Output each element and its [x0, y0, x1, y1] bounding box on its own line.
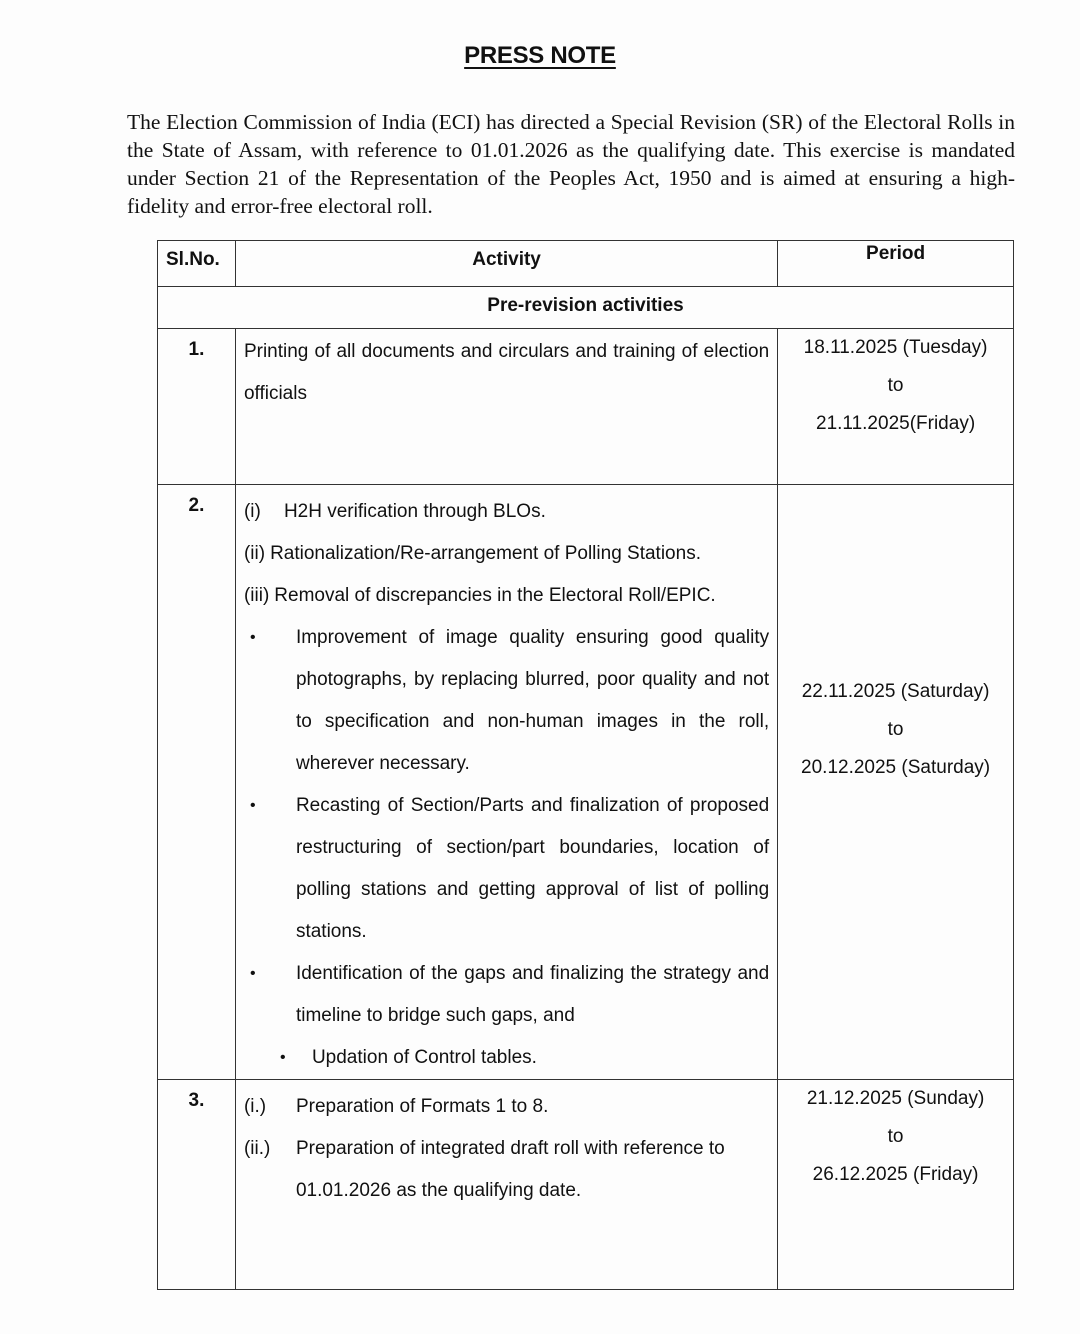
- intro-paragraph: The Election Commission of India (ECI) has directed a Special Revision (SR) of the Electoral Rolls in the State of Assam, with reference to 01.01.2026 as the qualifying date. This exercise is mandated under Section 21 of the Representation of the Peoples Act, 1950 and is aimed at ensuring a high-fidelity and error-free electoral roll.: [127, 110, 1015, 218]
- section-title: Pre-revision activities: [158, 287, 1014, 329]
- item-text: Rationalization/Re-arrangement of Polling Stations.: [270, 543, 701, 564]
- header-activity: Activity: [235, 241, 777, 287]
- period-to: to: [887, 375, 904, 396]
- bullet-item: [244, 953, 769, 1037]
- bullet-text: Updation of Control tables.: [311, 1047, 537, 1068]
- table-row: [158, 1080, 1014, 1290]
- row-period: [778, 1080, 1014, 1290]
- activity-item: [244, 533, 769, 575]
- row-period: [778, 329, 1014, 485]
- page-title: PRESS NOTE: [464, 42, 616, 69]
- row-period: [778, 485, 1014, 1080]
- period-until: 21.11.2025(Friday): [816, 413, 976, 434]
- header-sl-no: Sl.No.: [158, 241, 236, 287]
- bullet-icon: •: [249, 629, 256, 646]
- row-sl-no: 1.: [158, 329, 236, 485]
- activity-item: [244, 575, 769, 617]
- activity-text: Printing of all documents and circulars and training of election officials: [243, 341, 770, 404]
- bullet-text: Recasting of Section/Parts and finalization of proposed restructuring of section/part boundaries, location of polling stations and getting approval of list of polling stations.: [295, 795, 770, 942]
- bullet-item: [244, 617, 769, 785]
- table-row: [158, 485, 1014, 1080]
- bullet-icon: •: [249, 965, 256, 982]
- bullet-text: Identification of the gaps and finalizing the strategy and timeline to bridge such gaps, and: [295, 963, 770, 1026]
- activity-item: [244, 1086, 769, 1128]
- item-label: (ii.): [243, 1138, 271, 1159]
- schedule-table: [157, 240, 1014, 1290]
- item-text: H2H verification through BLOs.: [283, 501, 546, 522]
- section-row: [158, 287, 1014, 329]
- period-until: 20.12.2025 (Saturday): [801, 757, 991, 778]
- item-label: (i.): [243, 1096, 267, 1117]
- period-from: 21.12.2025 (Sunday): [806, 1088, 985, 1109]
- item-text: Removal of discrepancies in the Electoral Roll/EPIC.: [274, 585, 716, 606]
- row-sl-no: 2.: [158, 485, 236, 1080]
- item-text: Preparation of Formats 1 to 8.: [295, 1096, 549, 1117]
- activity-item: [244, 491, 769, 533]
- period-to: to: [887, 719, 904, 740]
- period-to: to: [887, 1126, 904, 1147]
- bullet-icon: •: [279, 1049, 286, 1066]
- item-text: Preparation of integrated draft roll with reference to 01.01.2026 as the qualifying date.: [295, 1138, 725, 1201]
- item-label: (iii): [243, 585, 270, 606]
- table-row: [158, 329, 1014, 485]
- header-period: Period: [778, 241, 1014, 287]
- bullet-item: [244, 1037, 769, 1079]
- row-activity: [235, 485, 777, 1080]
- bullet-text: Improvement of image quality ensuring good quality photographs, by replacing blurred, poor quality and not to specification and non-human images in the roll, wherever necessary.: [295, 627, 770, 774]
- row-activity: [235, 1080, 777, 1290]
- item-label: (i): [243, 501, 261, 522]
- activity-item: [244, 1128, 769, 1212]
- bullet-item: [244, 785, 769, 953]
- item-label: (ii): [243, 543, 266, 564]
- bullet-icon: •: [249, 797, 256, 814]
- period-from: 18.11.2025 (Tuesday): [803, 337, 988, 358]
- row-activity: [235, 329, 777, 485]
- row-sl-no: 3.: [158, 1080, 236, 1290]
- table-header-row: [158, 241, 1014, 287]
- period-until: 26.12.2025 (Friday): [812, 1164, 979, 1185]
- period-from: 22.11.2025 (Saturday): [801, 681, 990, 702]
